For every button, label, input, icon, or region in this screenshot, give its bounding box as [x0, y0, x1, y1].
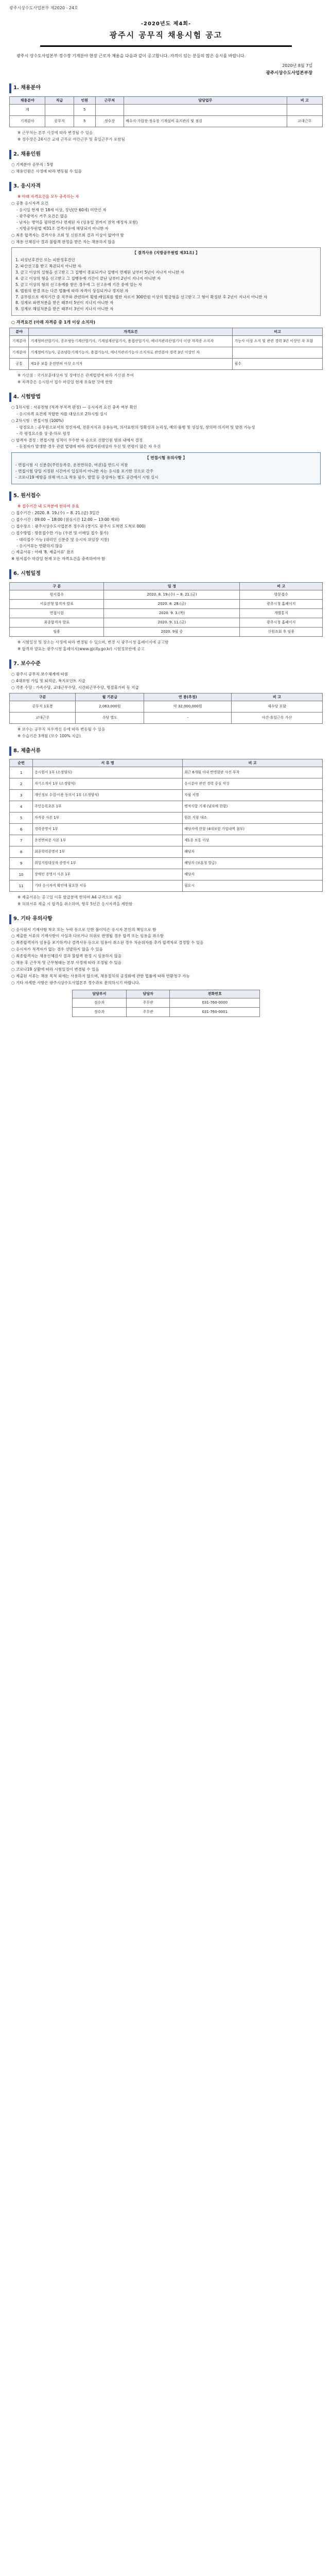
list-item: ○ 최종합격자는 채용신체검사 결과 불합격 판정 시 임용하지 않음 — [11, 954, 121, 959]
list-item: ○ 광주시 공무직 보수체계에 따름 — [11, 672, 68, 677]
table-cell: 2,063,000원 — [76, 701, 144, 712]
table-row — [10, 846, 323, 858]
box-item: 5. 금고 이상의 형의 선고유예를 받은 경우에 그 선고유예 기간 중에 있는 자 — [15, 282, 142, 287]
table-header-cell: 구분 — [10, 693, 76, 701]
list-item: ○ 합격자 결정 : 면접시험 성적이 우수한 자 순으로 선발인원 범위 내에서 결정 — [11, 437, 143, 443]
table-cell: 자기소개서 1부 (소정양식) — [33, 778, 183, 790]
box-item: 6. 법원의 판결 또는 다른 법률에 따라 자격이 상실되거나 정지된 자 — [15, 288, 129, 293]
list-item: ○ 채용인원은 사정에 따라 변동될 수 있음 — [11, 169, 82, 174]
table-cell: 배수지·가압장·정수장 기계설비 유지관리 및 점검 — [124, 115, 287, 127]
table-header-cell: 담당부서 — [72, 990, 126, 998]
disqualification-box — [11, 247, 321, 316]
table-cell: 2020. 8. 19.(수) ~ 8. 21.(금) — [104, 590, 240, 599]
table-header-cell: 채용분야 — [10, 96, 45, 104]
list-item: - 평정요소 : 공무원으로서의 정신자세, 전문지식과 응용능력, 의사표현의 정확성과 논리성, 예의·품행 및 성실성, 창의력·의지력 및 발전 가능성 — [16, 425, 255, 430]
year-tag: -2020년도 제4회- — [141, 21, 191, 27]
table-header-cell: 인원 — [74, 96, 95, 104]
table-cell: 서류전형 합격자 발표 — [10, 599, 104, 608]
section-documents-title: 8. 제출서류 — [9, 747, 323, 756]
table-cell: 주무관 — [127, 998, 170, 1007]
interview-notice-box — [11, 452, 321, 484]
table-cell — [95, 104, 124, 115]
table-row — [10, 701, 323, 712]
list-item: - 동점자가 발생한 경우 관련 법령에 따라 취업지원대상자 우선 및 연령이 많은 자 우선 — [16, 444, 161, 449]
table-cell: 공통 — [10, 358, 29, 369]
table-cell — [233, 347, 323, 358]
table-cell: 광주시청 홈페이지 — [240, 618, 323, 627]
table-cell: 해당자 — [183, 846, 323, 858]
table-row — [10, 801, 323, 812]
table-cell: 공무직 1호봉 — [10, 701, 76, 712]
list-item: ○ 제출된 서류는 채용 목적 외에는 사용하지 않으며, 채용절차의 공정화에 관한 법률에 따라 반환청구 가능 — [11, 973, 190, 978]
list-item: - 응시서류는 반환하지 않음 — [16, 543, 63, 548]
table-cell: 2020. 9월 중 — [104, 627, 240, 636]
list-item: - 응시자격 요건에 적합한 자를 대상으로 2차시험 실시 — [16, 412, 108, 417]
table-cell — [124, 104, 287, 115]
table-cell: 제1종 보통 이상 — [183, 835, 323, 846]
table-cell: 공무직 — [45, 115, 74, 127]
box-item: 1. 피성년후견인 또는 피한정후견인 — [15, 258, 75, 263]
table-cell: 기계정비기능사, 공조냉동기계기능사, 용접기능사, 에너지관리기능사 소지자로 관련분야 경력 3년 이상인 자 — [29, 347, 233, 358]
table-row — [10, 812, 323, 824]
table-row — [72, 998, 259, 1007]
table-cell: 취업지원대상자 증명서 1부 — [33, 858, 183, 869]
box-item: 7. 공무원으로 재직기간 중 직무와 관련하여 횡령·배임죄를 범한 자로서 300만원 이상의 벌금형을 선고받고 그 형이 확정된 후 2년이 지나지 아니한 자 — [15, 294, 268, 299]
table-cell: 제수당 포함 — [232, 701, 323, 712]
table-cell: 경력증명서 1부 — [33, 824, 183, 835]
section-application-title: 5. 원서접수 — [9, 492, 323, 501]
table-cell: 방문접수 — [240, 590, 323, 599]
table-cell: 5 — [74, 104, 95, 115]
box-item: - 면접시험 당일 지정된 시간까지 입실하지 아니한 자는 응시를 포기한 것으로 간주 — [15, 469, 154, 474]
table-cell: 필수 — [233, 358, 323, 369]
table-cell: 야간·휴일근무 가산 — [232, 712, 323, 723]
table-cell: 교대근무 — [10, 712, 76, 723]
table-cell: 주무관 — [127, 1007, 170, 1016]
list-item: ○ 접수기간 : 2020. 8. 19.(수) ~ 8. 21.(금) 3일간 — [11, 511, 99, 516]
interview-notice-title: 【 면접시험 유의사항 】 — [145, 455, 187, 461]
table-cell: 8 — [10, 846, 33, 858]
recruit-field-table — [9, 96, 323, 127]
table-cell: 원본 지참 대조 — [183, 812, 323, 824]
table-cell: 5 — [74, 115, 95, 127]
box-item: 2. 파산선고를 받고 복권되지 아니한 자 — [15, 264, 81, 269]
table-cell: 자격증 사본 1부 — [33, 812, 183, 824]
note-text: ※ 근무처는 본부 사정에 따라 변경될 수 있음 — [18, 130, 93, 135]
table-header-cell: 구 분 — [10, 582, 104, 590]
list-item: ○ 기계분야 공무직 : 5명 — [11, 162, 54, 167]
table-cell: 해당자에 한함 (4대보험 가입내역 첨부) — [183, 824, 323, 835]
table-cell: 제1종 보통 운전면허 이상 소지자 — [29, 358, 233, 369]
title-block — [9, 21, 323, 47]
list-item: - 남자는 병역을 필하였거나 면제된 자 (임용일 전까지 전역 예정자 포함) — [16, 219, 138, 225]
license-table — [9, 328, 323, 370]
table-header-cell: 연 봉(추정) — [144, 693, 232, 701]
section-exam-method-title: 4. 시험방법 — [9, 393, 323, 402]
box-item: 3. 금고 이상의 실형을 선고받고 그 집행이 종료되거나 집행이 면제된 날부터 5년이 지나지 아니한 자 — [15, 270, 184, 275]
note-text: ※ 가산점 : 국가보훈대상자 및 장애인은 관계법령에 따라 가산점 부여 — [18, 372, 134, 378]
list-item: - 대리접수 가능 (대리인 신분증 및 응시자 위임장 지참) — [16, 537, 109, 542]
note-text: ※ 합격자 발표는 광주시청 홈페이지(www.gjcity.go.kr) 시험정보란에 공고 — [18, 646, 145, 651]
announcement-date: 2020년 8월 7일 — [282, 63, 312, 69]
table-header-cell: 직급 — [45, 96, 74, 104]
list-item: ○ 응시자가 적격자가 없는 경우 선발하지 않을 수 있음 — [11, 947, 103, 952]
table-cell: 임용 — [10, 627, 104, 636]
table-cell: 1 — [10, 767, 33, 778]
table-cell: 2020. 9. 3.(목) — [104, 608, 240, 618]
list-item: - 응시일 현재 만 18세 이상, 정년(만 60세) 미만인 자 — [16, 208, 107, 213]
list-item: ○ 제출한 서류의 기재사항이 사실과 다르거나 허위로 판명될 경우 합격 또는 임용을 취소함 — [11, 934, 164, 939]
table-row — [10, 599, 323, 608]
table-cell: 원서접수 — [10, 590, 104, 599]
table-cell: 기능사 이상 소지 및 관련 경력 3년 이상인 자 포함 — [233, 335, 323, 347]
box-item: - 코로나19 예방을 위해 마스크 착용 필수, 발열 등 증상자는 별도 공간에서 시험 실시 — [15, 474, 159, 480]
table-cell: 기계분야 — [10, 115, 45, 127]
box-item: 4. 금고 이상의 형을 선고받고 그 집행유예 기간이 끝난 날부터 2년이 지나지 아니한 자 — [15, 276, 161, 281]
table-cell: 자필 서명 — [183, 790, 323, 801]
table-cell: 5 — [10, 812, 33, 824]
table-cell: 기계정비산업기사, 공조냉동기계산업기사, 기계설계산업기사, 용접산업기사, 에너지관리산업기사 이상 자격증 소지자 — [29, 335, 233, 347]
table-cell — [45, 104, 74, 115]
table-row — [10, 358, 323, 369]
table-cell: 장애인 증명서 사본 1부 — [33, 869, 183, 880]
section-salary-title: 7. 보수수준 — [9, 659, 323, 669]
table-header-cell: 월 기본급 — [76, 693, 144, 701]
table-header-cell: 비 고 — [240, 582, 323, 590]
list-item: - 지방공무원법 제31조 결격사유에 해당되지 아니한 자 — [16, 226, 109, 231]
note-text: ※ 자격증은 응시원서 접수 마감일 현재 유효한 것에 한함 — [18, 379, 113, 384]
table-cell: 정수장 — [95, 115, 124, 127]
box-item: 9. 징계로 해임처분을 받은 때부터 3년이 지나지 아니한 자 — [15, 307, 114, 312]
list-item: ○ 각종 수당 : 가족수당, 교대근무수당, 시간외근무수당, 명절휴가비 등 지급 — [11, 685, 139, 690]
table-row — [10, 778, 323, 790]
table-cell: 기계분야 — [10, 347, 29, 358]
table-row — [10, 335, 323, 347]
table-row — [10, 618, 323, 627]
note-text: ※ 보수는 공무직 처우개선 등에 따라 변동될 수 있음 — [18, 726, 106, 732]
note-text: ※ 제출서류는 공고일 이후 발급분에 한하며 A4 규격으로 제출 — [18, 895, 121, 900]
table-cell: 병적사항 기재 (남자에 한함) — [183, 801, 323, 812]
table-cell: 광주시청 홈페이지 — [240, 599, 323, 608]
table-cell: 개인정보 수집·이용 동의서 1부 (소정양식) — [33, 790, 183, 801]
table-row — [72, 1007, 259, 1016]
table-cell: 7 — [10, 835, 33, 846]
table-header-cell: 순번 — [10, 759, 33, 767]
table-cell: 031-760-0000 — [170, 998, 260, 1007]
list-item: ○ 채용 신체검사 결과 불합격 판정을 받은 자는 채용하지 않음 — [11, 239, 115, 244]
table-cell: 개별통지 — [240, 608, 323, 618]
table-header-cell: 분야 — [10, 328, 29, 335]
table-header-cell: 서 류 명 — [33, 759, 183, 767]
title-divider — [40, 45, 292, 47]
application-subtitle: ※ 접수기간 내 도착분에 한하여 유효 — [18, 504, 79, 509]
table-cell: 주민등록초본 1부 — [33, 801, 183, 812]
salary-table — [9, 693, 323, 724]
schedule-table — [9, 582, 323, 637]
table-cell — [287, 104, 322, 115]
footer-space — [9, 1017, 323, 1038]
table-cell: 운전면허증 사본 1부 — [33, 835, 183, 846]
table-row — [10, 590, 323, 599]
table-cell: 10 — [10, 869, 33, 880]
table-row — [10, 627, 323, 636]
table-cell: 신원조회 후 임용 — [240, 627, 323, 636]
list-item: ○ 최종합격자가 임용을 포기하거나 결격사유 등으로 임용이 취소된 경우 차순위자를 추가 합격자로 결정할 수 있음 — [11, 940, 204, 945]
list-item: ○ 1차시험 : 서류전형 (적격·부적격 판정) — 응시자격 요건 충족 여부 확인 — [11, 405, 137, 410]
table-row — [10, 767, 323, 778]
table-cell: 최종합격자 발표 — [10, 618, 104, 627]
table-row — [10, 115, 323, 127]
table-row — [10, 824, 323, 835]
table-cell: - — [144, 712, 232, 723]
table-cell: 4 — [10, 801, 33, 812]
table-header-cell: 자격요건 — [29, 328, 233, 335]
list-item: ○ 코로나19 상황에 따라 시험일정이 변경될 수 있음 — [11, 967, 99, 972]
table-row — [10, 104, 323, 115]
table-cell: 해당자 — [183, 869, 323, 880]
table-row — [10, 869, 323, 880]
table-row — [10, 858, 323, 869]
intro-text: 광주시 상수도사업본부 정수장 기계분야 현장 근로자 채용을 다음과 같이 공고합니다. 자격이 있는 분들의 많은 응시를 바랍니다. — [16, 53, 246, 58]
qualification-subtitle: ※ 아래 자격요건을 모두 충족하는 자 — [18, 194, 79, 199]
table-cell: 11 — [10, 880, 33, 892]
list-item: ○ 4대보험 가입 및 퇴직금, 복지포인트 지급 — [11, 678, 85, 683]
table-cell: 정수과 — [72, 998, 126, 1007]
table-header-cell: 비고 — [233, 328, 323, 335]
table-cell: 기타 응시자격 확인에 필요한 서류 — [33, 880, 183, 892]
section-schedule-title: 6. 시험일정 — [9, 569, 323, 579]
table-header-cell: 전화번호 — [170, 990, 260, 998]
table-cell: 기계분야 — [10, 335, 29, 347]
table-row — [10, 835, 323, 846]
table-cell: 교대근무 — [287, 115, 322, 127]
list-item: ○ 최종 합격자는 결격사유 조회 및 신원조회 결과 이상이 없어야 함 — [11, 232, 124, 238]
table-cell: 031-760-0001 — [170, 1007, 260, 1016]
table-cell: 수당 별도 — [76, 712, 144, 723]
note-text: ※ 시험일정 및 장소는 사정에 따라 변경될 수 있으며, 변경 시 광주시청 홈페이지에 공고함 — [18, 639, 169, 645]
table-row — [10, 790, 323, 801]
table-cell: 2 — [10, 778, 33, 790]
table-cell: 약 32,000,000원 — [144, 701, 232, 712]
table-cell: 2020. 8. 28.(금) — [104, 599, 240, 608]
table-header-cell: 비 고 — [183, 759, 323, 767]
issuer-name: 광주시상수도사업본부장 — [266, 71, 312, 76]
table-row — [10, 608, 323, 618]
list-item: ○ 기타 자세한 사항은 광주시상수도사업본부 정수과로 문의하시기 바랍니다. — [11, 980, 141, 985]
table-cell: 계 — [10, 104, 45, 115]
table-row — [10, 347, 323, 358]
table-cell: 최근 6개월 이내 반명함판 사진 부착 — [183, 767, 323, 778]
page-title: 광주시 공무직 채용시험 공고 — [109, 30, 223, 40]
list-item: ○ 채용 후 근무처 및 근무형태는 본부 사정에 따라 조정될 수 있음 — [11, 960, 121, 965]
list-item: ○ 접수방법 : 방문접수만 가능 (우편 및 이메일 접수 불가) — [11, 530, 109, 535]
table-cell: 6 — [10, 824, 33, 835]
list-item: ○ 응시원서 기재사항 착오 또는 누락 등으로 인한 불이익은 응시자 본인의 책임으로 함 — [11, 927, 156, 932]
list-item: - 광주광역시 거주 요건은 없음 — [16, 214, 68, 219]
announcement-page — [0, 0, 332, 1048]
list-item: ○ 공통 응시자격 요건 — [11, 201, 48, 206]
note-text: ※ 허위서류 제출 시 합격을 취소하며, 향후 5년간 응시자격을 제한함 — [18, 902, 133, 907]
table-cell: 3 — [10, 790, 33, 801]
table-cell: 응시분야 관련 경력 중심 작성 — [183, 778, 323, 790]
list-item: ○ 2차시험 : 면접시험 (100%) — [11, 418, 64, 423]
list-item: ○ 제출서류 : 아래 '8. 제출서류' 참조 — [11, 550, 74, 555]
box-item: 8. 징계로 파면처분을 받은 때부터 5년이 지나지 아니한 자 — [15, 300, 114, 306]
list-item: ○ 접수장소 : 광주시상수도사업본부 정수과 (경기도 광주시 도척면 도척로 000) — [11, 523, 146, 529]
table-cell: 응시원서 1부 (소정양식) — [33, 767, 183, 778]
table-row — [10, 880, 323, 892]
table-header-cell: 담당자 — [127, 990, 170, 998]
box-item: - 면접시험 시 신분증(주민등록증, 운전면허증, 여권)을 반드시 지참 — [15, 463, 128, 468]
license-requirement-title: ○ 자격요건 (아래 자격증 중 1개 이상 소지자) — [11, 320, 96, 325]
section-notes-title: 9. 기타 유의사항 — [9, 914, 323, 924]
contact-table — [72, 990, 260, 1016]
table-cell: 9 — [10, 858, 33, 869]
list-item: ※ 원서접수 마감일 현재 모든 자격요건을 충족하여야 함 — [11, 556, 106, 562]
note-text: ※ 정수장은 24시간 교대 근무로 야간근무 및 휴일근무가 포함됨 — [18, 137, 125, 142]
table-header-cell: 일 정 — [104, 582, 240, 590]
table-cell: 면접시험 — [10, 608, 104, 618]
table-header-cell: 담당업무 — [124, 96, 287, 104]
table-header-cell: 비 고 — [287, 96, 322, 104]
table-row — [10, 712, 323, 723]
table-cell: 필요시 — [183, 880, 323, 892]
section-qualification-title: 3. 응시자격 — [9, 182, 323, 192]
document-number: 광주시상수도사업본부 제2020 - 24호 — [9, 6, 78, 10]
table-cell: 정수과 — [72, 1007, 126, 1016]
table-cell: 해당자 (보훈청 발급) — [183, 858, 323, 869]
section-recruit-field-title: 1. 채용분야 — [9, 83, 323, 93]
table-header-cell: 근무처 — [95, 96, 124, 104]
table-header-cell: 비 고 — [232, 693, 323, 701]
section-headcount-title: 2. 채용인원 — [9, 150, 323, 160]
table-cell: 최종학력증명서 1부 — [33, 846, 183, 858]
documents-table — [9, 759, 323, 892]
note-text: ※ 수습기간 3개월 (보수 100% 지급) — [18, 733, 81, 738]
list-item: - 각 평정요소를 상·중·하로 평정 — [16, 431, 70, 436]
disqualification-box-title: 【 결격사유 (지방공무원법 제31조) 】 — [132, 250, 200, 256]
table-cell: 2020. 9. 11.(금) — [104, 618, 240, 627]
list-item: ○ 접수시간 : 09:00 ~ 18:00 (점심시간 12:00 ~ 13:00 제외) — [11, 517, 120, 522]
